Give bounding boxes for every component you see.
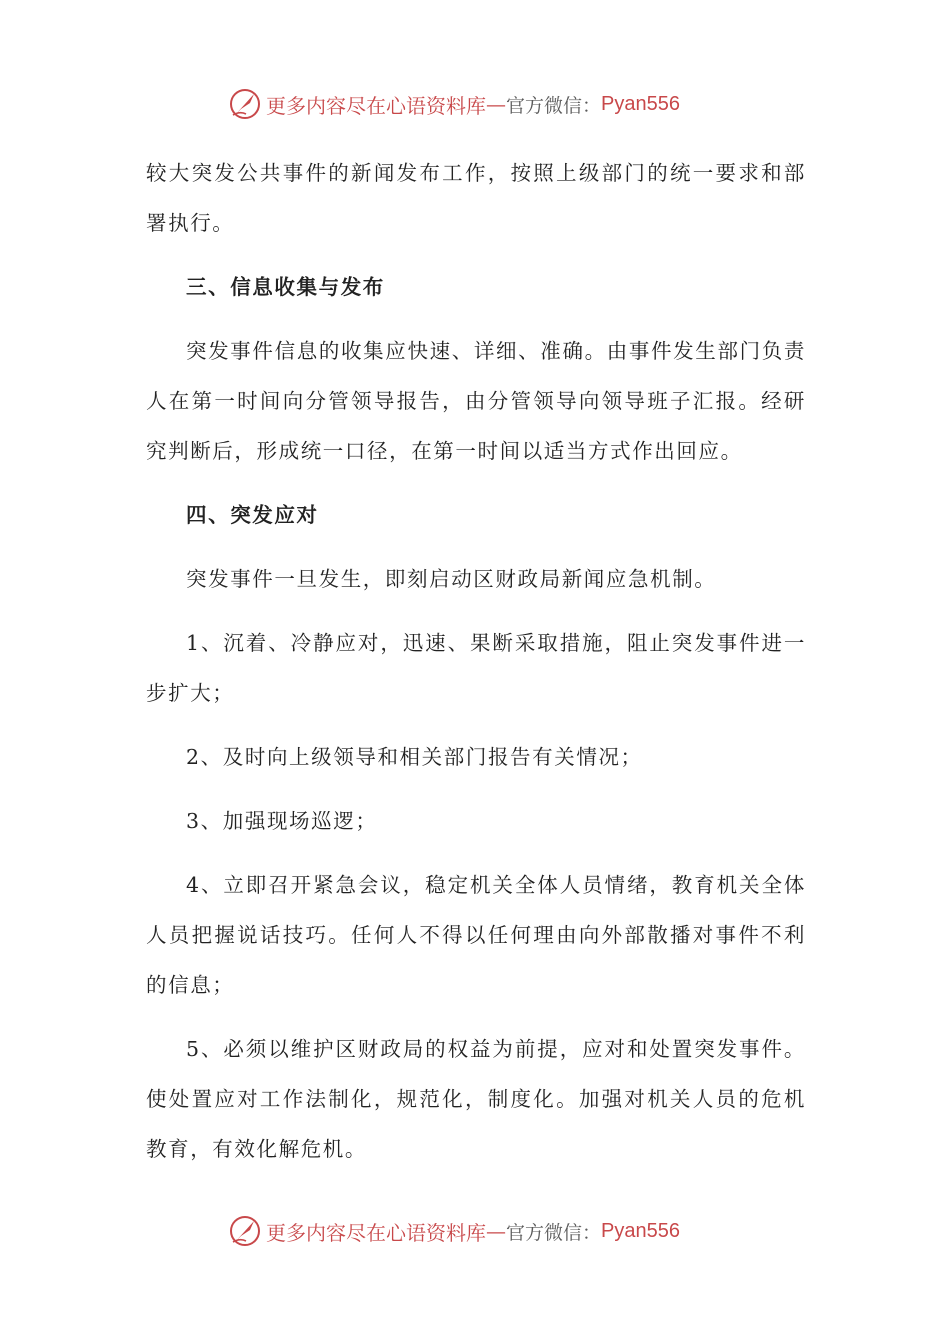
heading-emergency-response: 四、突发应对: [186, 503, 319, 527]
paragraph-response-start: 突发事件一旦发生，即刻启动区财政局新闻应急机制。: [186, 567, 717, 591]
quill-logo-icon: [228, 1214, 262, 1248]
footer-wechat-id: Pyan556: [601, 1219, 680, 1242]
list-item-4: 4、立即召开紧急会议，稳定机关全体人员情绪，教育机关全体人员把握说话技巧。任何人不得以任何理由向外部散播对事件不利的信息；: [146, 873, 806, 997]
header-brand-text: 更多内容尽在心语资料库: [266, 93, 486, 118]
header-wechat-id: Pyan556: [601, 92, 680, 115]
document-body: [146, 148, 806, 1174]
header-wechat-label: 官方微信：: [506, 94, 602, 117]
header-separator: —: [486, 92, 506, 116]
list-item-3: 3、加强现场巡逻；: [186, 809, 378, 833]
quill-logo-icon: [228, 87, 262, 121]
paragraph-info-collection: 突发事件信息的收集应快速、详细、准确。由事件发生部门负责人在第一时间向分管领导报告，由分管领导向领导班子汇报。经研究判断后，形成统一口径，在第一时间以适当方式作出回应。: [146, 339, 806, 463]
footer-banner: [228, 1211, 748, 1251]
list-item-5: 5、必须以维护区财政局的权益为前提，应对和处置突发事件。使处置应对工作法制化，规范化，制度化。加强对机关人员的危机教育，有效化解危机。: [146, 1037, 806, 1161]
heading-info-collection: 三、信息收集与发布: [186, 275, 385, 299]
header-banner: [228, 84, 748, 124]
list-item-2: 2、及时向上级领导和相关部门报告有关情况；: [186, 745, 643, 769]
list-item-1: 1、沉着、冷静应对，迅速、果断采取措施，阻止突发事件进一步扩大；: [146, 631, 806, 705]
footer-wechat-label: 官方微信：: [506, 1221, 602, 1244]
paragraph-intro: 较大突发公共事件的新闻发布工作，按照上级部门的统一要求和部署执行。: [146, 161, 806, 235]
footer-brand-text: 更多内容尽在心语资料库: [266, 1220, 486, 1245]
footer-separator: —: [486, 1219, 506, 1243]
